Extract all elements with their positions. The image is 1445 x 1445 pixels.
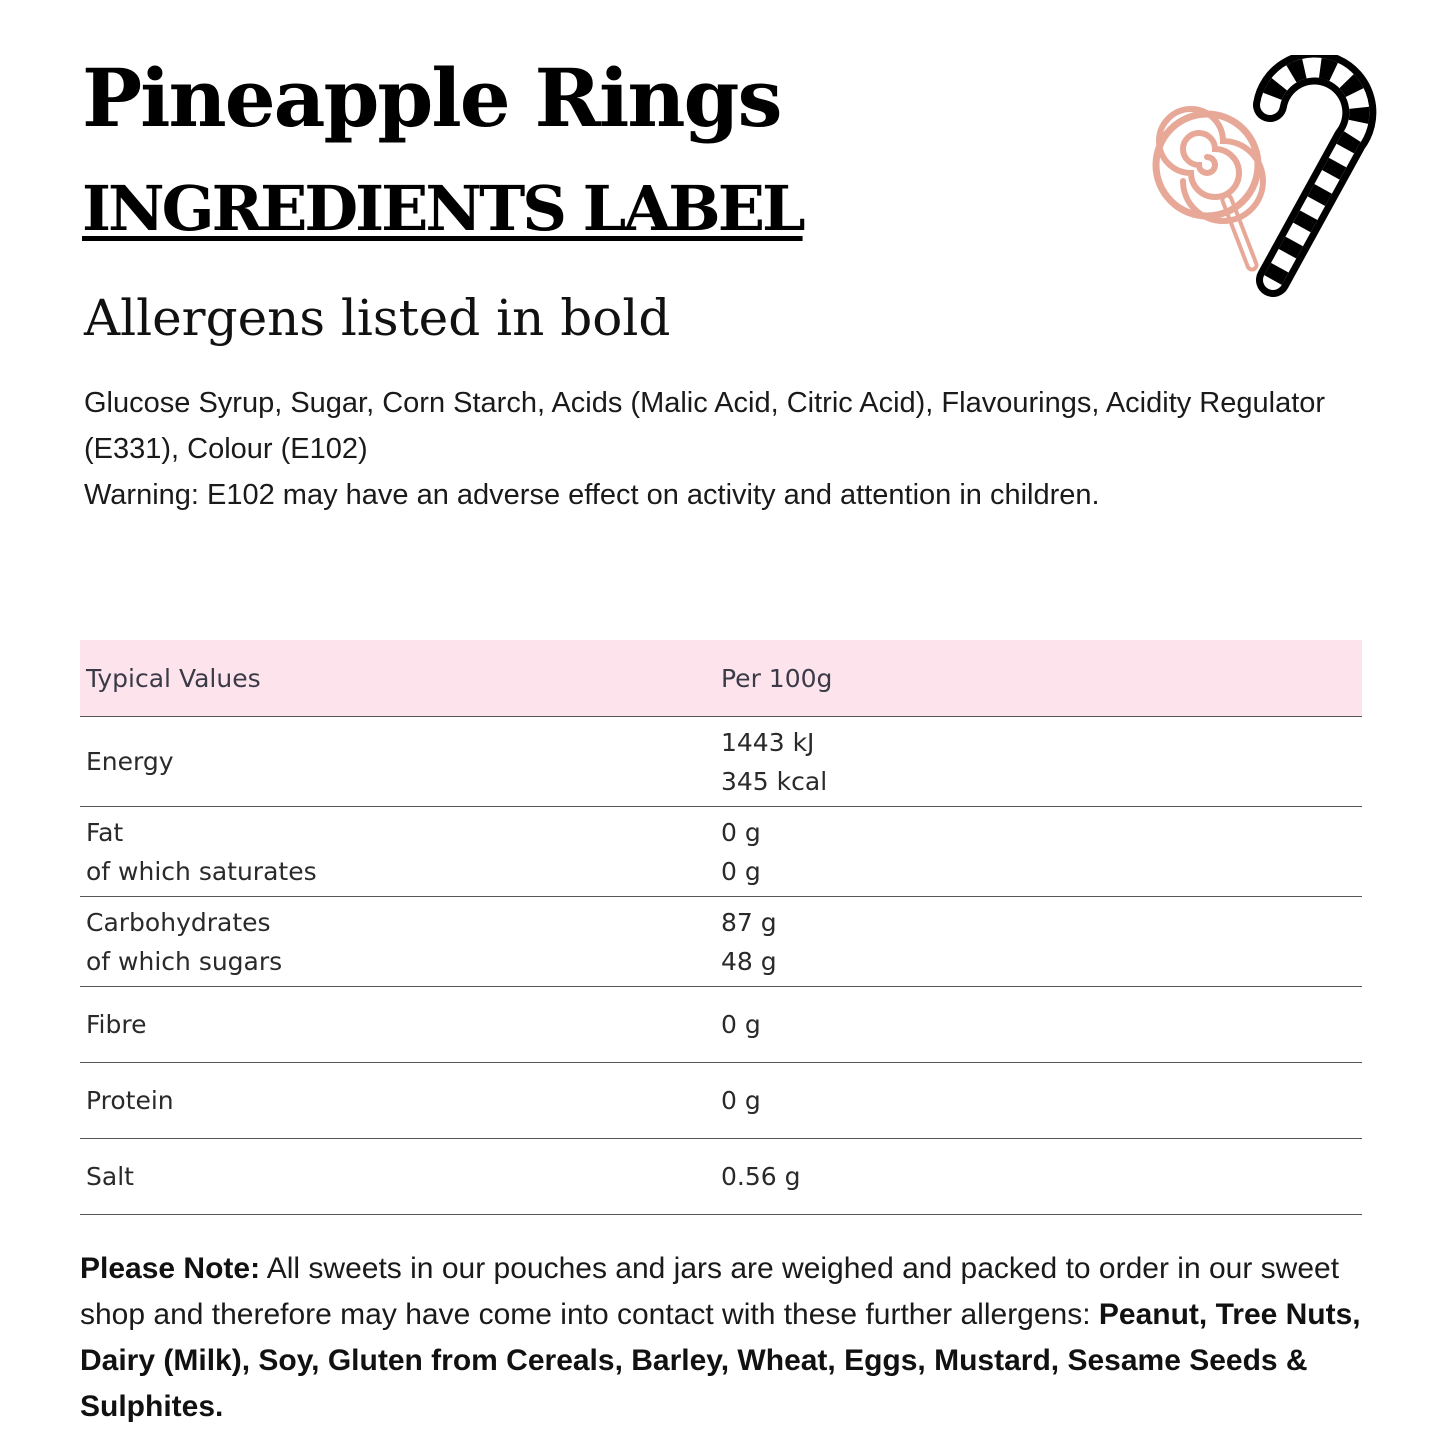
energy-kj-value: 1443 kJ	[721, 727, 815, 757]
fat-value: 0 g	[721, 817, 761, 847]
product-title: Pineapple Rings	[82, 51, 781, 145]
saturates-value: 0 g	[721, 856, 761, 886]
ingredients-label-heading: INGREDIENTS LABEL	[82, 172, 803, 245]
protein-label: Protein	[86, 1086, 174, 1115]
sugars-value: 48 g	[721, 946, 777, 976]
salt-label: Salt	[86, 1162, 134, 1191]
energy-kcal-value: 345 kcal	[721, 766, 828, 796]
allergen-note	[80, 1246, 1380, 1430]
note-lead: Please Note:	[80, 1252, 261, 1285]
fibre-row	[80, 987, 1362, 1063]
sweets-illustration	[1145, 55, 1395, 300]
protein-value: 0 g	[721, 1086, 761, 1115]
protein-row	[80, 1063, 1362, 1139]
fibre-value: 0 g	[721, 1010, 761, 1039]
nutrition-table	[80, 640, 1362, 1215]
energy-label: Energy	[86, 747, 174, 776]
sugars-label: of which sugars	[86, 946, 283, 976]
note-text: All sweets in our pouches and jars are weighed and packed to order in our sweet shop and therefore may have come into contact with these further allergens:	[80, 1252, 1340, 1331]
salt-row	[80, 1139, 1362, 1215]
fat-label: Fat	[86, 817, 124, 847]
saturates-label: of which saturates	[86, 856, 317, 886]
ingredients-list: Glucose Syrup, Sugar, Corn Starch, Acids (Malic Acid, Citric Acid), Flavourings, Acidity Regulator (E331), Colour (E102)	[84, 387, 1326, 465]
fat-row	[80, 807, 1362, 897]
note-allergens: Peanut, Tree Nuts, Dairy (Milk), Soy, Gluten from Cereals, Barley, Wheat, Eggs, Mustard, Sesame Seeds & Sulphites.	[80, 1298, 1361, 1423]
allergen-heading: Allergens listed in bold	[84, 289, 671, 347]
salt-value: 0.56 g	[721, 1162, 801, 1191]
candy-cane-icon	[1270, 68, 1359, 280]
header-value: Per 100g	[721, 663, 833, 693]
carbohydrates-value: 87 g	[721, 907, 777, 937]
energy-row	[80, 717, 1362, 807]
nutrition-header-row	[80, 640, 1362, 717]
carbohydrates-row	[80, 897, 1362, 987]
header-label: Typical Values	[86, 663, 261, 693]
fibre-label: Fibre	[86, 1010, 147, 1039]
ingredients-warning: Warning: E102 may have an adverse effect on activity and attention in children.	[84, 479, 1100, 511]
carbohydrates-label: Carbohydrates	[86, 907, 271, 937]
ingredients-text	[84, 380, 1384, 518]
lollipop-icon	[1156, 109, 1263, 265]
